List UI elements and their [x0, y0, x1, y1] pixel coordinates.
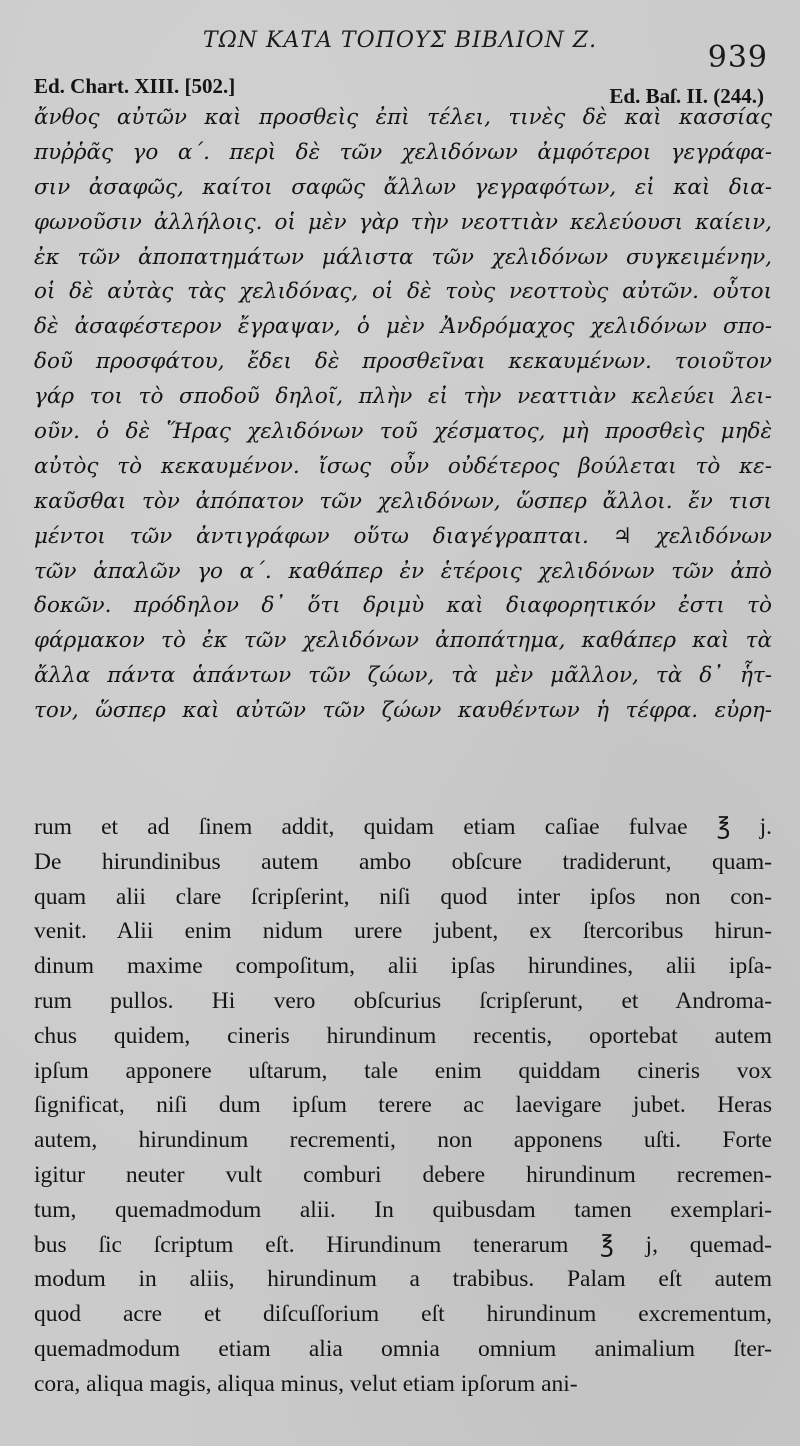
latin-line: tum, quemadmodum alii. In quibusdam tamen exemplari-: [34, 1196, 772, 1223]
latin-line: De hirundinibus autem ambo obſcure tradiderunt, quam-: [34, 848, 772, 875]
edition-reference-chartier: Ed. Chart. XIII. [502.]: [34, 74, 236, 98]
greek-line: φάρμακον τὸ ἐκ τῶν χελιδόνων ἀποπάτημα, καθάπερ καὶ τὰ: [34, 628, 772, 654]
greek-line: αὐτὸς τὸ κεκαυμένον. ἴσως οὖν οὐδέτερος βούλεται τὸ κε-: [34, 453, 772, 479]
greek-line: ἄνθος αὐτῶν καὶ προσθεὶς ἐπὶ τέλει, τινὲς δὲ καὶ κασσίας: [34, 105, 772, 130]
greek-line: τον, ὥσπερ καὶ αὐτῶν τῶν ζώων καυθέντων ἡ τέφρα. εὐρη-: [34, 698, 772, 724]
latin-line: rum et ad ſinem addit, quidam etiam caſiae fulvae ℥ j.: [34, 814, 772, 840]
latin-line: chus quidem, cineris hirundinum recentis, oportebat autem: [34, 1022, 772, 1049]
latin-line: dinum maxime compoſitum, alii ipſas hirundines, alii ipſa-: [34, 953, 772, 980]
latin-line: quod acre et diſcuſſorium eſt hirundinum excrementum,: [34, 1301, 772, 1328]
latin-line: ipſum apponere uſtarum, tale enim quiddam cineris vox: [34, 1057, 772, 1084]
greek-line: μέντοι τῶν ἀντιγράφων οὕτω διαγέγραπται. ♃ χελιδόνων: [34, 523, 772, 549]
greek-line: σιν ἀσαφῶς, καίτοι σαφῶς ἄλλων γεγραφότων, εἰ καὶ δια-: [34, 174, 772, 200]
latin-line: bus ſic ſcriptum eſt. Hirundinum tenerarum ℥ j, quemad-: [34, 1231, 772, 1258]
greek-line: φωνοῦσιν ἀλλήλοις. οἱ μὲν γὰρ τὴν νεοττιὰν κελεύουσι καίειν,: [34, 209, 772, 235]
latin-line: igitur neuter vult comburi debere hirundinum recremen-: [34, 1161, 772, 1188]
latin-line: venit. Alii enim nidum urere jubent, ex ſtercoribus hirun-: [34, 918, 772, 945]
greek-line: ἄλλα πάντα ἁπάντων τῶν ζώων, τὰ μὲν μᾶλλον, τὰ δ᾽ ἧτ-: [34, 663, 772, 689]
running-title: ΤΩΝ ΚΑΤΑ ΤΟΠΟΥΣ ΒΙΒΛΙΟΝ Ζ.: [202, 28, 598, 53]
latin-line: rum pullos. Hi vero obſcurius ſcripſerunt, et Androma-: [34, 987, 772, 1014]
latin-line: modum in aliis, hirundinum a trabibus. Palam eſt autem: [34, 1266, 772, 1293]
greek-text-block: [34, 101, 772, 729]
latin-line: autem, hirundinum recrementi, non apponens uſti. Forte: [34, 1127, 772, 1154]
latin-line: cora, aliqua magis, aliqua minus, velut etiam ipſorum ani-: [34, 1370, 578, 1397]
greek-line: γάρ τοι τὸ σποδοῦ δηλοῖ, πλὴν εἰ τὴν νεαττιὰν κελεύει λει-: [34, 384, 772, 410]
greek-line: δὲ ἀσαφέστερον ἔγραψαν, ὁ μὲν Ἀνδρόμαχος χελιδόνων σπο-: [34, 314, 772, 340]
page-number: 939: [707, 40, 768, 75]
latin-line: ſignificat, niſi dum ipſum terere ac laevigare jubet. Heras: [34, 1092, 772, 1119]
greek-line: πυῤῥᾶς γο α΄. περὶ δὲ τῶν χελιδόνων ἀμφότεροι γεγράφα-: [34, 139, 772, 165]
latin-line: quemadmodum etiam alia omnia omnium animalium ſter-: [34, 1335, 772, 1362]
greek-line: δοῦ προσφάτου, ἔδει δὲ προσθεῖναι κεκαυμένων. τοιοῦτον: [34, 349, 772, 375]
greek-line: δοκῶν. πρόδηλον δ᾽ ὅτι δριμὺ καὶ διαφορητικόν ἐστι τὸ: [34, 593, 772, 619]
greek-line: οῦν. ὁ δὲ Ἥρας χελιδόνων τοῦ χέσματος, μὴ προσθεὶς μηδὲ: [34, 419, 772, 445]
edition-reference-basel: Ed. Baſ. II. (244.): [609, 84, 764, 108]
latin-line: quam alii clare ſcripſerint, niſi quod inter ipſos non con-: [34, 883, 772, 910]
greek-line: ἐκ τῶν ἀποπατημάτων μάλιστα τῶν χελιδόνων συγκειμένην,: [34, 244, 772, 270]
latin-text-block: [34, 810, 772, 1402]
greek-line: οἱ δὲ αὐτὰς τὰς χελιδόνας, οἱ δὲ τοὺς νεοττοὺς αὐτῶν. οὗτοι: [34, 279, 772, 305]
greek-line: καῦσθαι τὸν ἀπόπατον τῶν χελιδόνων, ὥσπερ ἄλλοι. ἔν τισι: [34, 488, 772, 514]
greek-line: τῶν ἁπαλῶν γο α΄. καθάπερ ἐν ἑτέροις χελιδόνων τῶν ἀπὸ: [34, 558, 772, 584]
